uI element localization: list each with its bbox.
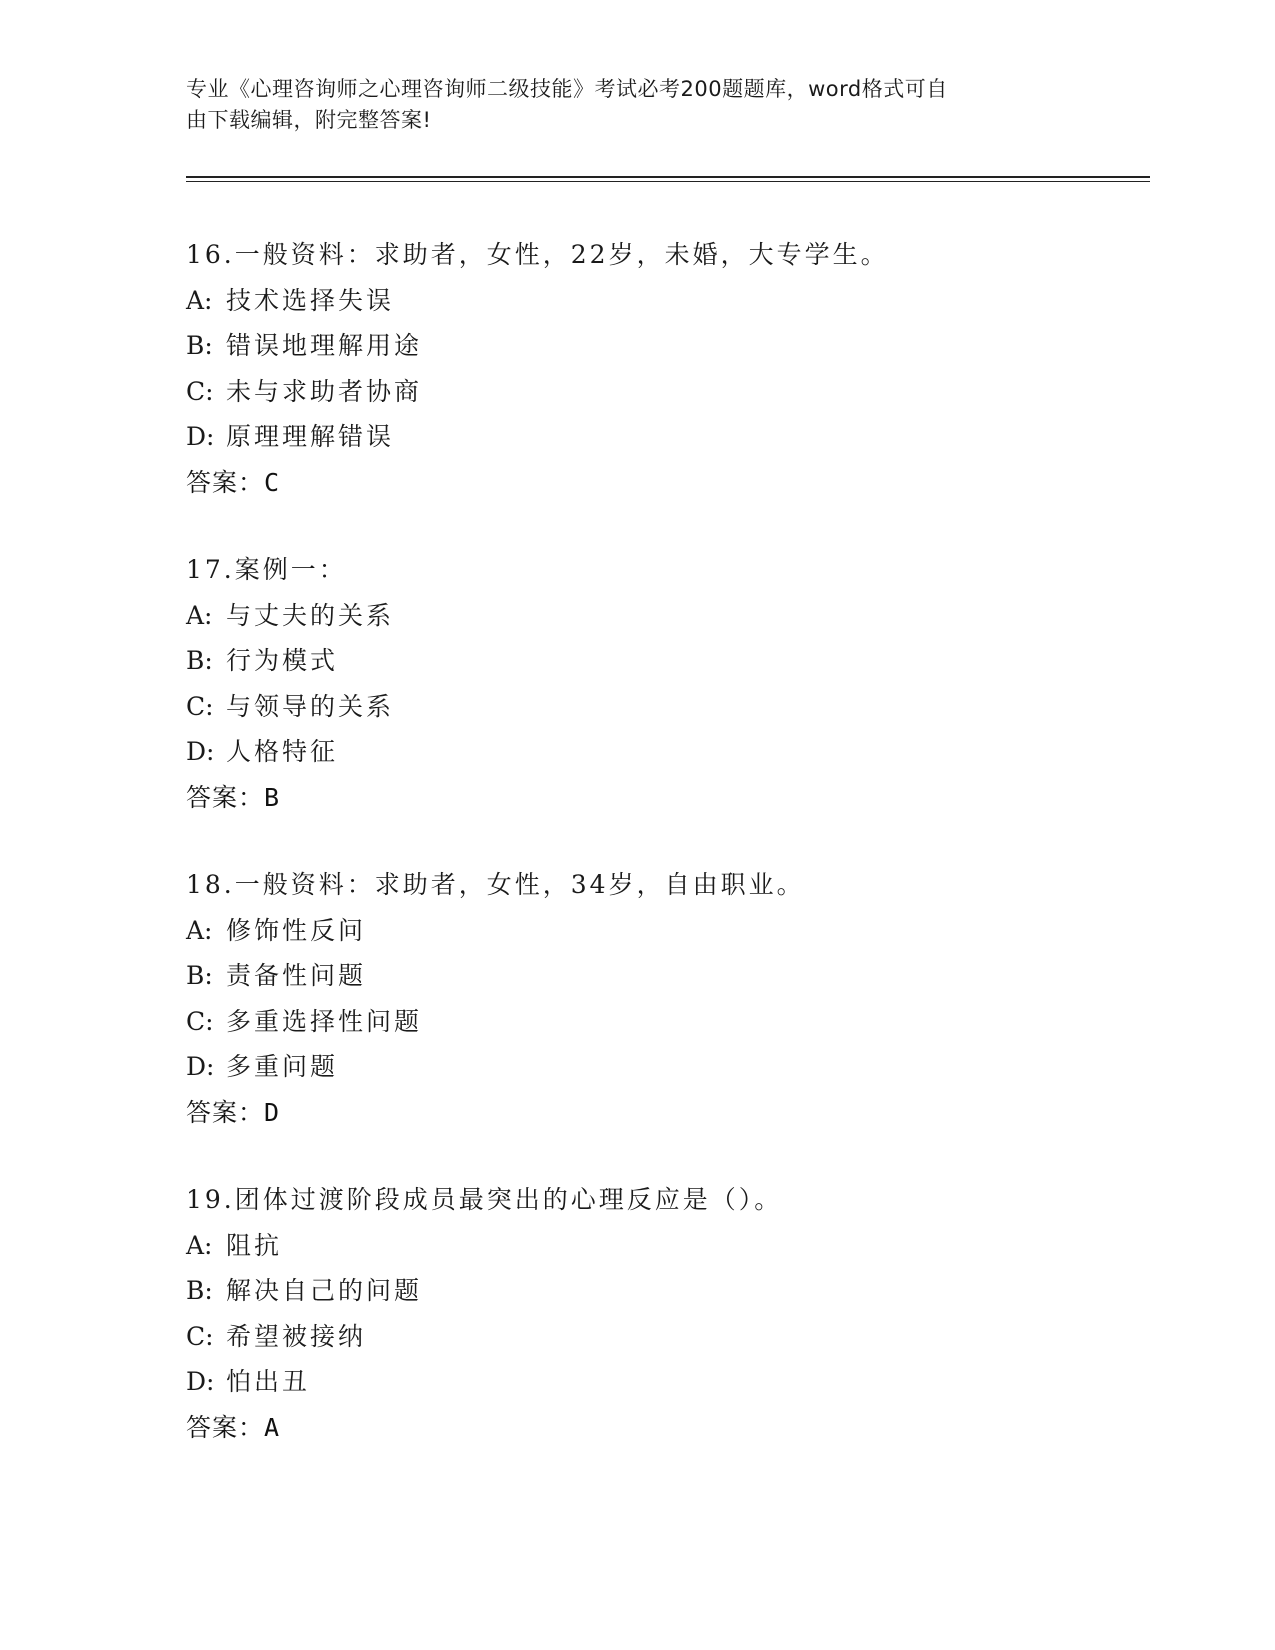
option-text: 人格特征 — [226, 737, 339, 766]
option-a — [186, 278, 1146, 324]
answer-label: 答案： — [186, 1412, 265, 1442]
option-text: 技术选择失误 — [226, 285, 395, 315]
option-letter: A: — [186, 915, 213, 945]
document-header — [186, 74, 1066, 136]
option-a — [186, 908, 1146, 954]
option-text: 修饰性反问 — [226, 915, 367, 945]
option-d — [186, 729, 1146, 775]
option-letter: D: — [186, 422, 215, 451]
question-16 — [186, 232, 1146, 505]
option-b — [186, 1268, 1146, 1314]
answer-label: 答案： — [186, 1097, 265, 1127]
option-text: 希望被接纳 — [226, 1321, 367, 1351]
option-text: 原理理解错误 — [226, 422, 395, 451]
option-letter: C: — [186, 1321, 214, 1351]
option-letter: D: — [186, 1367, 215, 1396]
option-text: 多重问题 — [226, 1052, 339, 1081]
option-c — [186, 369, 1146, 415]
answer-line — [186, 775, 1146, 821]
header-line-2: 由下载编辑，附完整答案! — [186, 108, 432, 132]
question-17 — [186, 547, 1146, 820]
option-d — [186, 1359, 1146, 1405]
header-divider — [186, 176, 1150, 182]
question-19 — [186, 1177, 1146, 1450]
option-text: 多重选择性问题 — [226, 1006, 423, 1036]
answer-line — [186, 1090, 1146, 1136]
answer-label: 答案： — [186, 782, 265, 812]
answer-line — [186, 460, 1146, 506]
option-a — [186, 593, 1146, 639]
option-text: 与丈夫的关系 — [226, 600, 395, 630]
option-letter: C: — [186, 376, 214, 406]
option-text: 未与求助者协商 — [226, 376, 423, 406]
option-text: 与领导的关系 — [226, 691, 395, 721]
option-b — [186, 323, 1146, 369]
option-letter: B: — [186, 646, 213, 675]
option-c — [186, 684, 1146, 730]
option-letter: C: — [186, 691, 214, 721]
option-b — [186, 953, 1146, 999]
option-letter: C: — [186, 1006, 214, 1036]
question-stem: 16.一般资料：求助者，女性，22岁，未婚，大专学生。 — [186, 240, 889, 269]
option-text: 阻抗 — [226, 1230, 283, 1260]
option-c — [186, 1314, 1146, 1360]
option-letter: B: — [186, 961, 213, 990]
option-d — [186, 1044, 1146, 1090]
answer-value: B — [264, 782, 281, 812]
question-18 — [186, 862, 1146, 1135]
option-d — [186, 414, 1146, 460]
option-text: 怕出丑 — [226, 1367, 311, 1396]
option-text: 错误地理解用途 — [226, 331, 423, 360]
option-letter: A: — [186, 1230, 213, 1260]
option-text: 解决自己的问题 — [226, 1276, 423, 1305]
answer-line — [186, 1405, 1146, 1451]
option-letter: D: — [186, 1052, 215, 1081]
option-text: 责备性问题 — [226, 961, 367, 990]
option-a — [186, 1223, 1146, 1269]
question-stem: 18.一般资料：求助者，女性，34岁，自由职业。 — [186, 870, 805, 899]
question-stem: 17.案例一： — [186, 555, 347, 584]
answer-value: A — [264, 1412, 281, 1442]
answer-value: C — [264, 467, 281, 497]
option-letter: D: — [186, 737, 215, 766]
answer-label: 答案： — [186, 467, 265, 497]
option-letter: A: — [186, 285, 213, 315]
option-c — [186, 999, 1146, 1045]
header-line-1: 专业《心理咨询师之心理咨询师二级技能》考试必考200题题库，word格式可自 — [186, 77, 948, 101]
option-letter: A: — [186, 600, 213, 630]
option-letter: B: — [186, 1276, 213, 1305]
option-text: 行为模式 — [226, 646, 339, 675]
question-list — [186, 232, 1146, 1492]
question-stem: 19.团体过渡阶段成员最突出的心理反应是（）。 — [186, 1185, 783, 1214]
answer-value: D — [264, 1097, 281, 1127]
option-b — [186, 638, 1146, 684]
option-letter: B: — [186, 331, 213, 360]
